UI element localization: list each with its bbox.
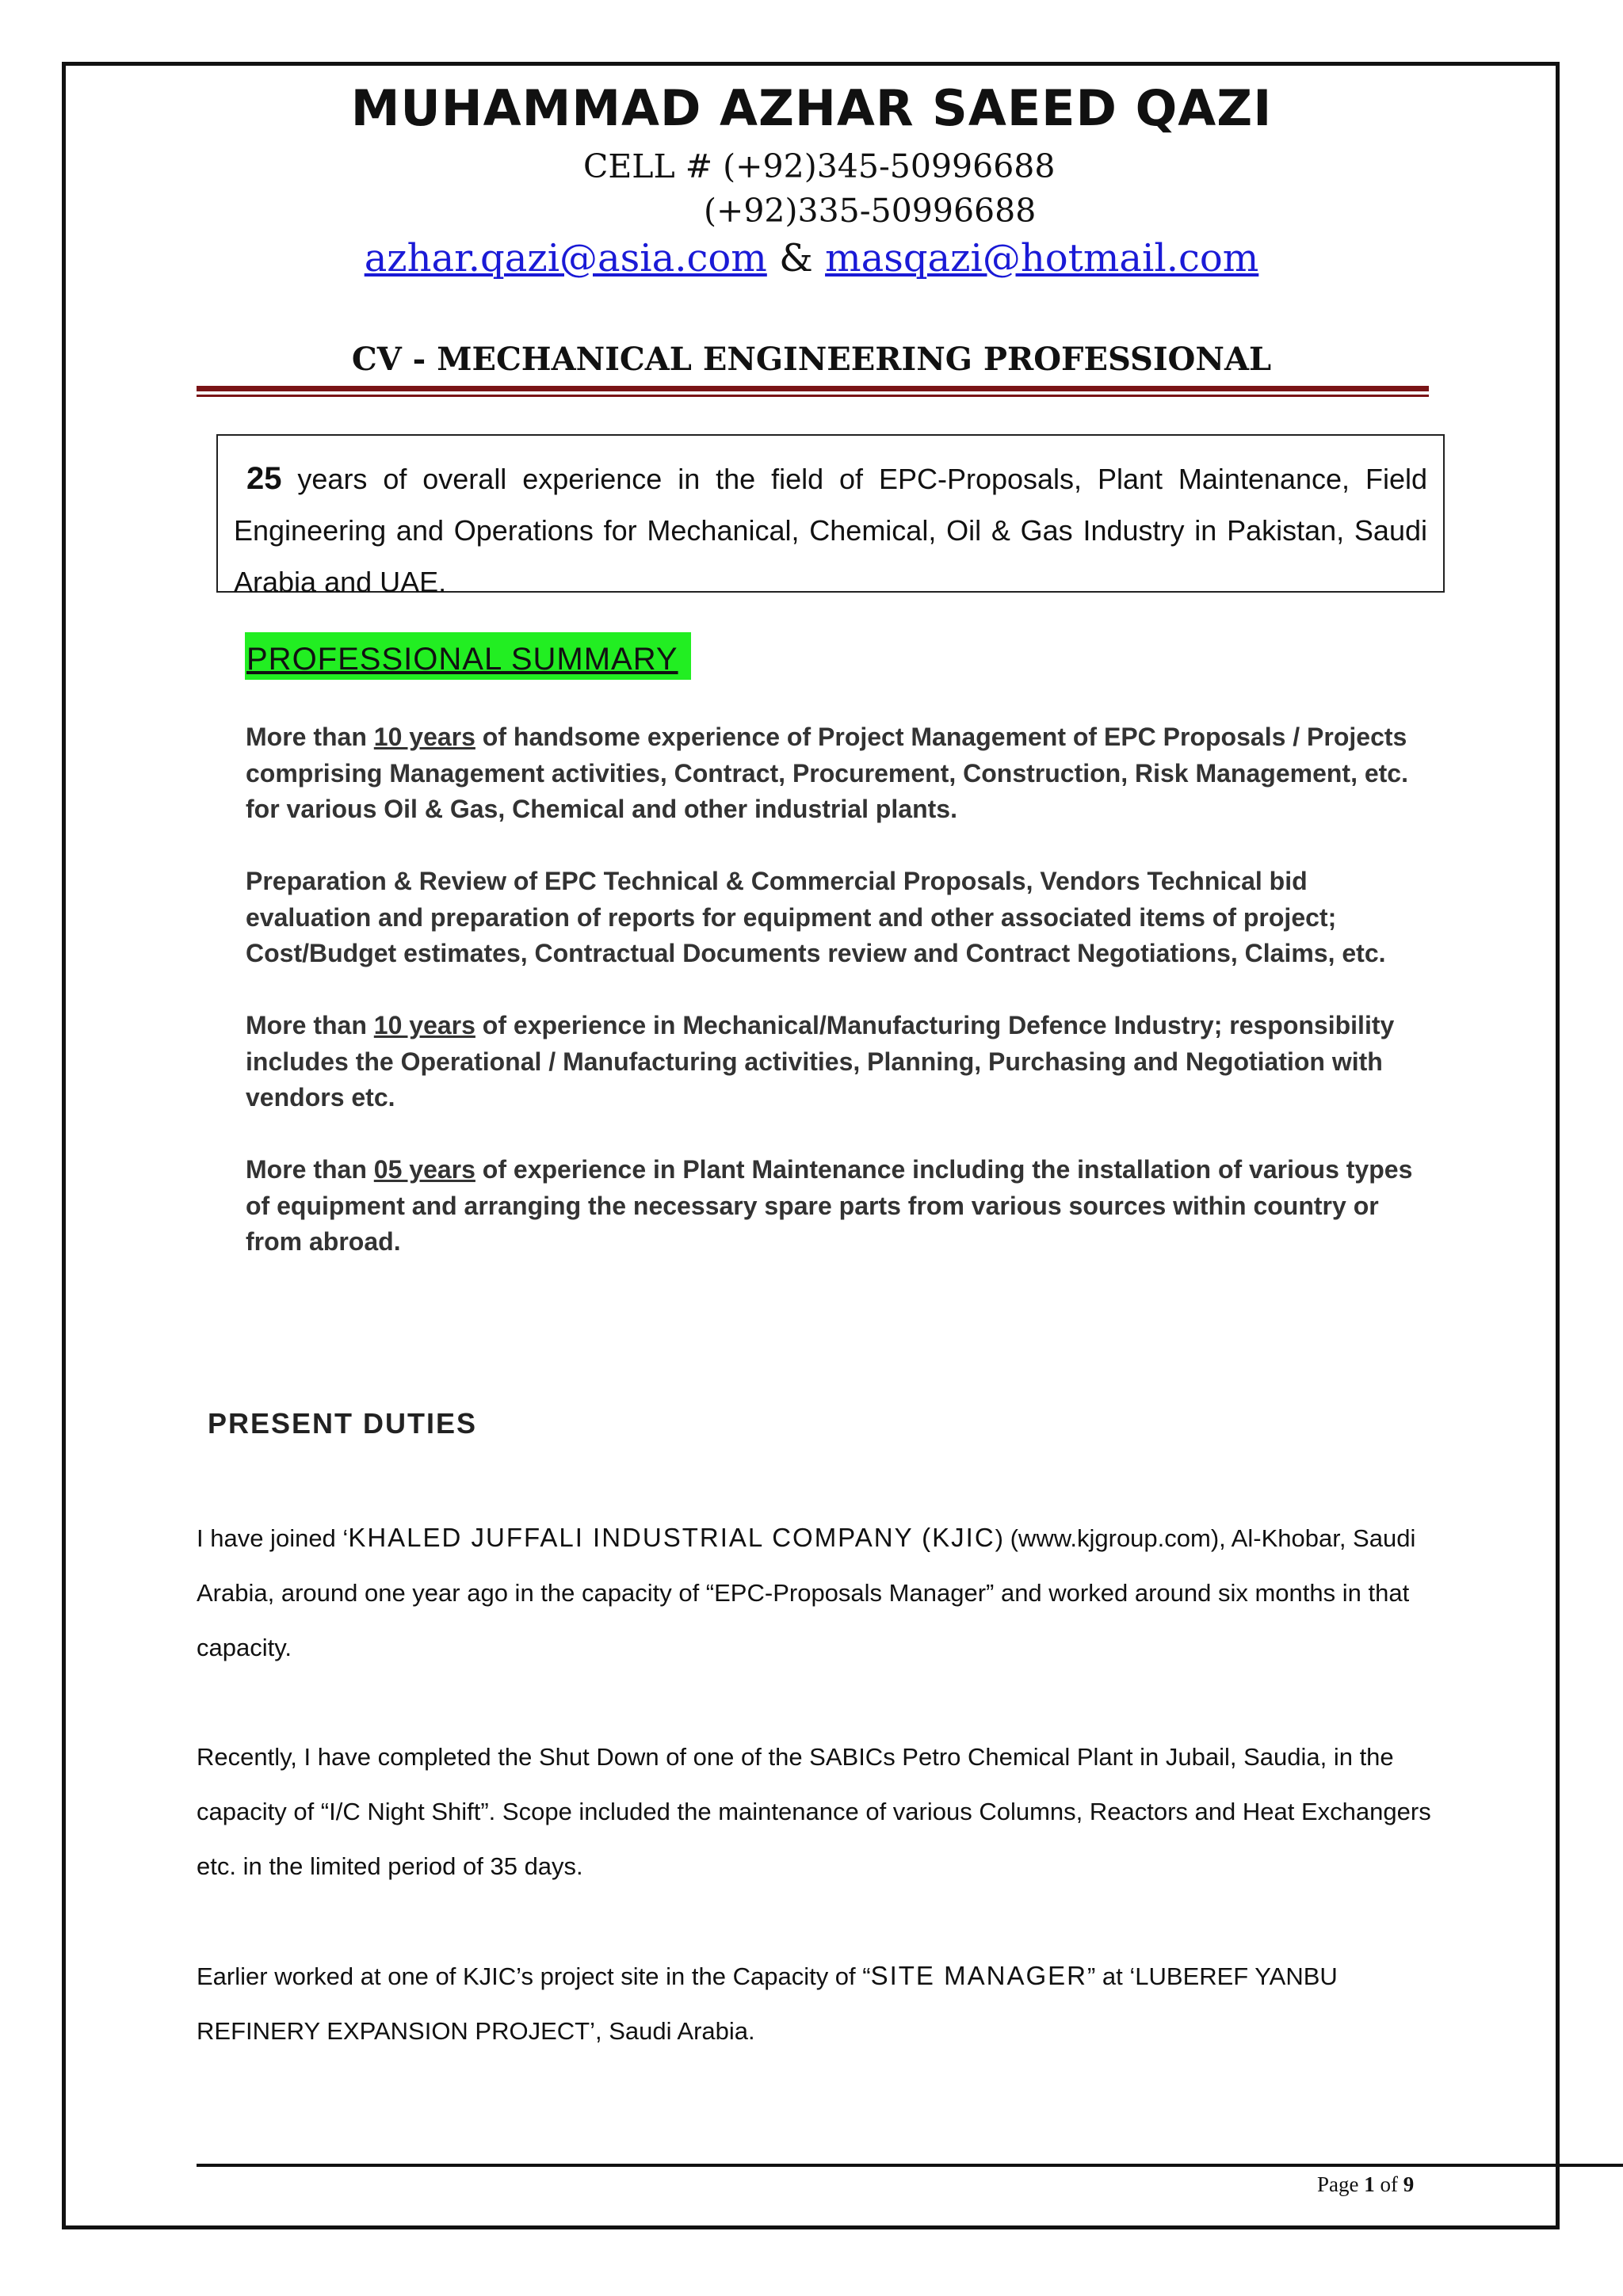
- overview-years: 25: [246, 461, 282, 496]
- duties-paragraph: Recently, I have completed the Shut Down of one of the SABICs Petro Chemical Plant in Jubail, Saudia, in the capacity of “I/C Night Shift”. Scope included the maintenance of various Columns, Reactors and Heat Exchangers etc. in the limited period of 35 days.: [197, 1743, 1431, 1880]
- duties-paragraph: I have joined ‘KHALED JUFFALI INDUSTRIAL COMPANY (KJIC) (www.kjgroup.com), Al-Khobar, Saudi Arabia, around one year ago in the capacity of “EPC-Proposals Manager” and worked around six months in that capacity.: [197, 1523, 1416, 1661]
- present-duties-heading: PRESENT DUTIES: [208, 1407, 478, 1440]
- page-number: Page 1 of 9: [1317, 2172, 1415, 2196]
- professional-summary: [246, 719, 1434, 1296]
- professional-summary-heading: PROFESSIONAL SUMMARY: [245, 632, 691, 680]
- summary-paragraph: More than 10 years of experience in Mechanical/Manufacturing Defence Industry; responsibility includes the Operational / Manufacturing activities, Planning, Purchasing and Negotiation with vendors etc.: [246, 1011, 1395, 1112]
- cv-title: CV - MECHANICAL ENGINEERING PROFESSIONAL: [351, 341, 1272, 378]
- summary-paragraph: Preparation & Review of EPC Technical & Commercial Proposals, Vendors Technical bid evaluation and preparation of reports for equipment and other associated items of project; Cost/Budget estimates, Contractual Documents review and Contract Negotiations, Claims, etc.: [246, 867, 1386, 967]
- email-separator: &: [766, 236, 826, 280]
- overview-text: years of overall experience in the field of EPC-Proposals, Plant Maintenance, Field Engineering and Operations for Mechanical, Chemical, Oil & Gas Industry in Pakistan, Saudi Arabia and UAE.: [234, 463, 1427, 598]
- summary-paragraph: More than 10 years of handsome experience of Project Management of EPC Proposals / Projects comprising Management activities, Contract, Procurement, Construction, Risk Management, etc. for various Oil & Gas, Chemical and other industrial plants.: [246, 723, 1408, 823]
- email-line: [0, 236, 1623, 280]
- candidate-name: MUHAMMAD AZHAR SAEED QAZI: [350, 79, 1273, 137]
- present-duties: [197, 1510, 1433, 2113]
- experience-overview-box: [216, 434, 1445, 598]
- email-link-secondary[interactable]: masqazi@hotmail.com: [825, 236, 1259, 280]
- footer-divider: [197, 2164, 1623, 2167]
- title-divider: [197, 386, 1429, 391]
- phone-primary: CELL # (+92)345-50996688: [583, 147, 1056, 185]
- duties-paragraph: Earlier worked at one of KJIC’s project site in the Capacity of “SITE MANAGER” at ‘LUBEREF YANBU REFINERY EXPANSION PROJECT’, Saudi Arabia.: [197, 1961, 1338, 2045]
- phone-secondary: (+92)335-50996688: [704, 192, 1037, 230]
- summary-paragraph: More than 05 years of experience in Plant Maintenance including the installation of various types of equipment and arranging the necessary spare parts from various sources within country or from abroad.: [246, 1155, 1413, 1256]
- email-link-primary[interactable]: azhar.qazi@asia.com: [364, 236, 767, 280]
- title-divider-thin: [197, 395, 1429, 397]
